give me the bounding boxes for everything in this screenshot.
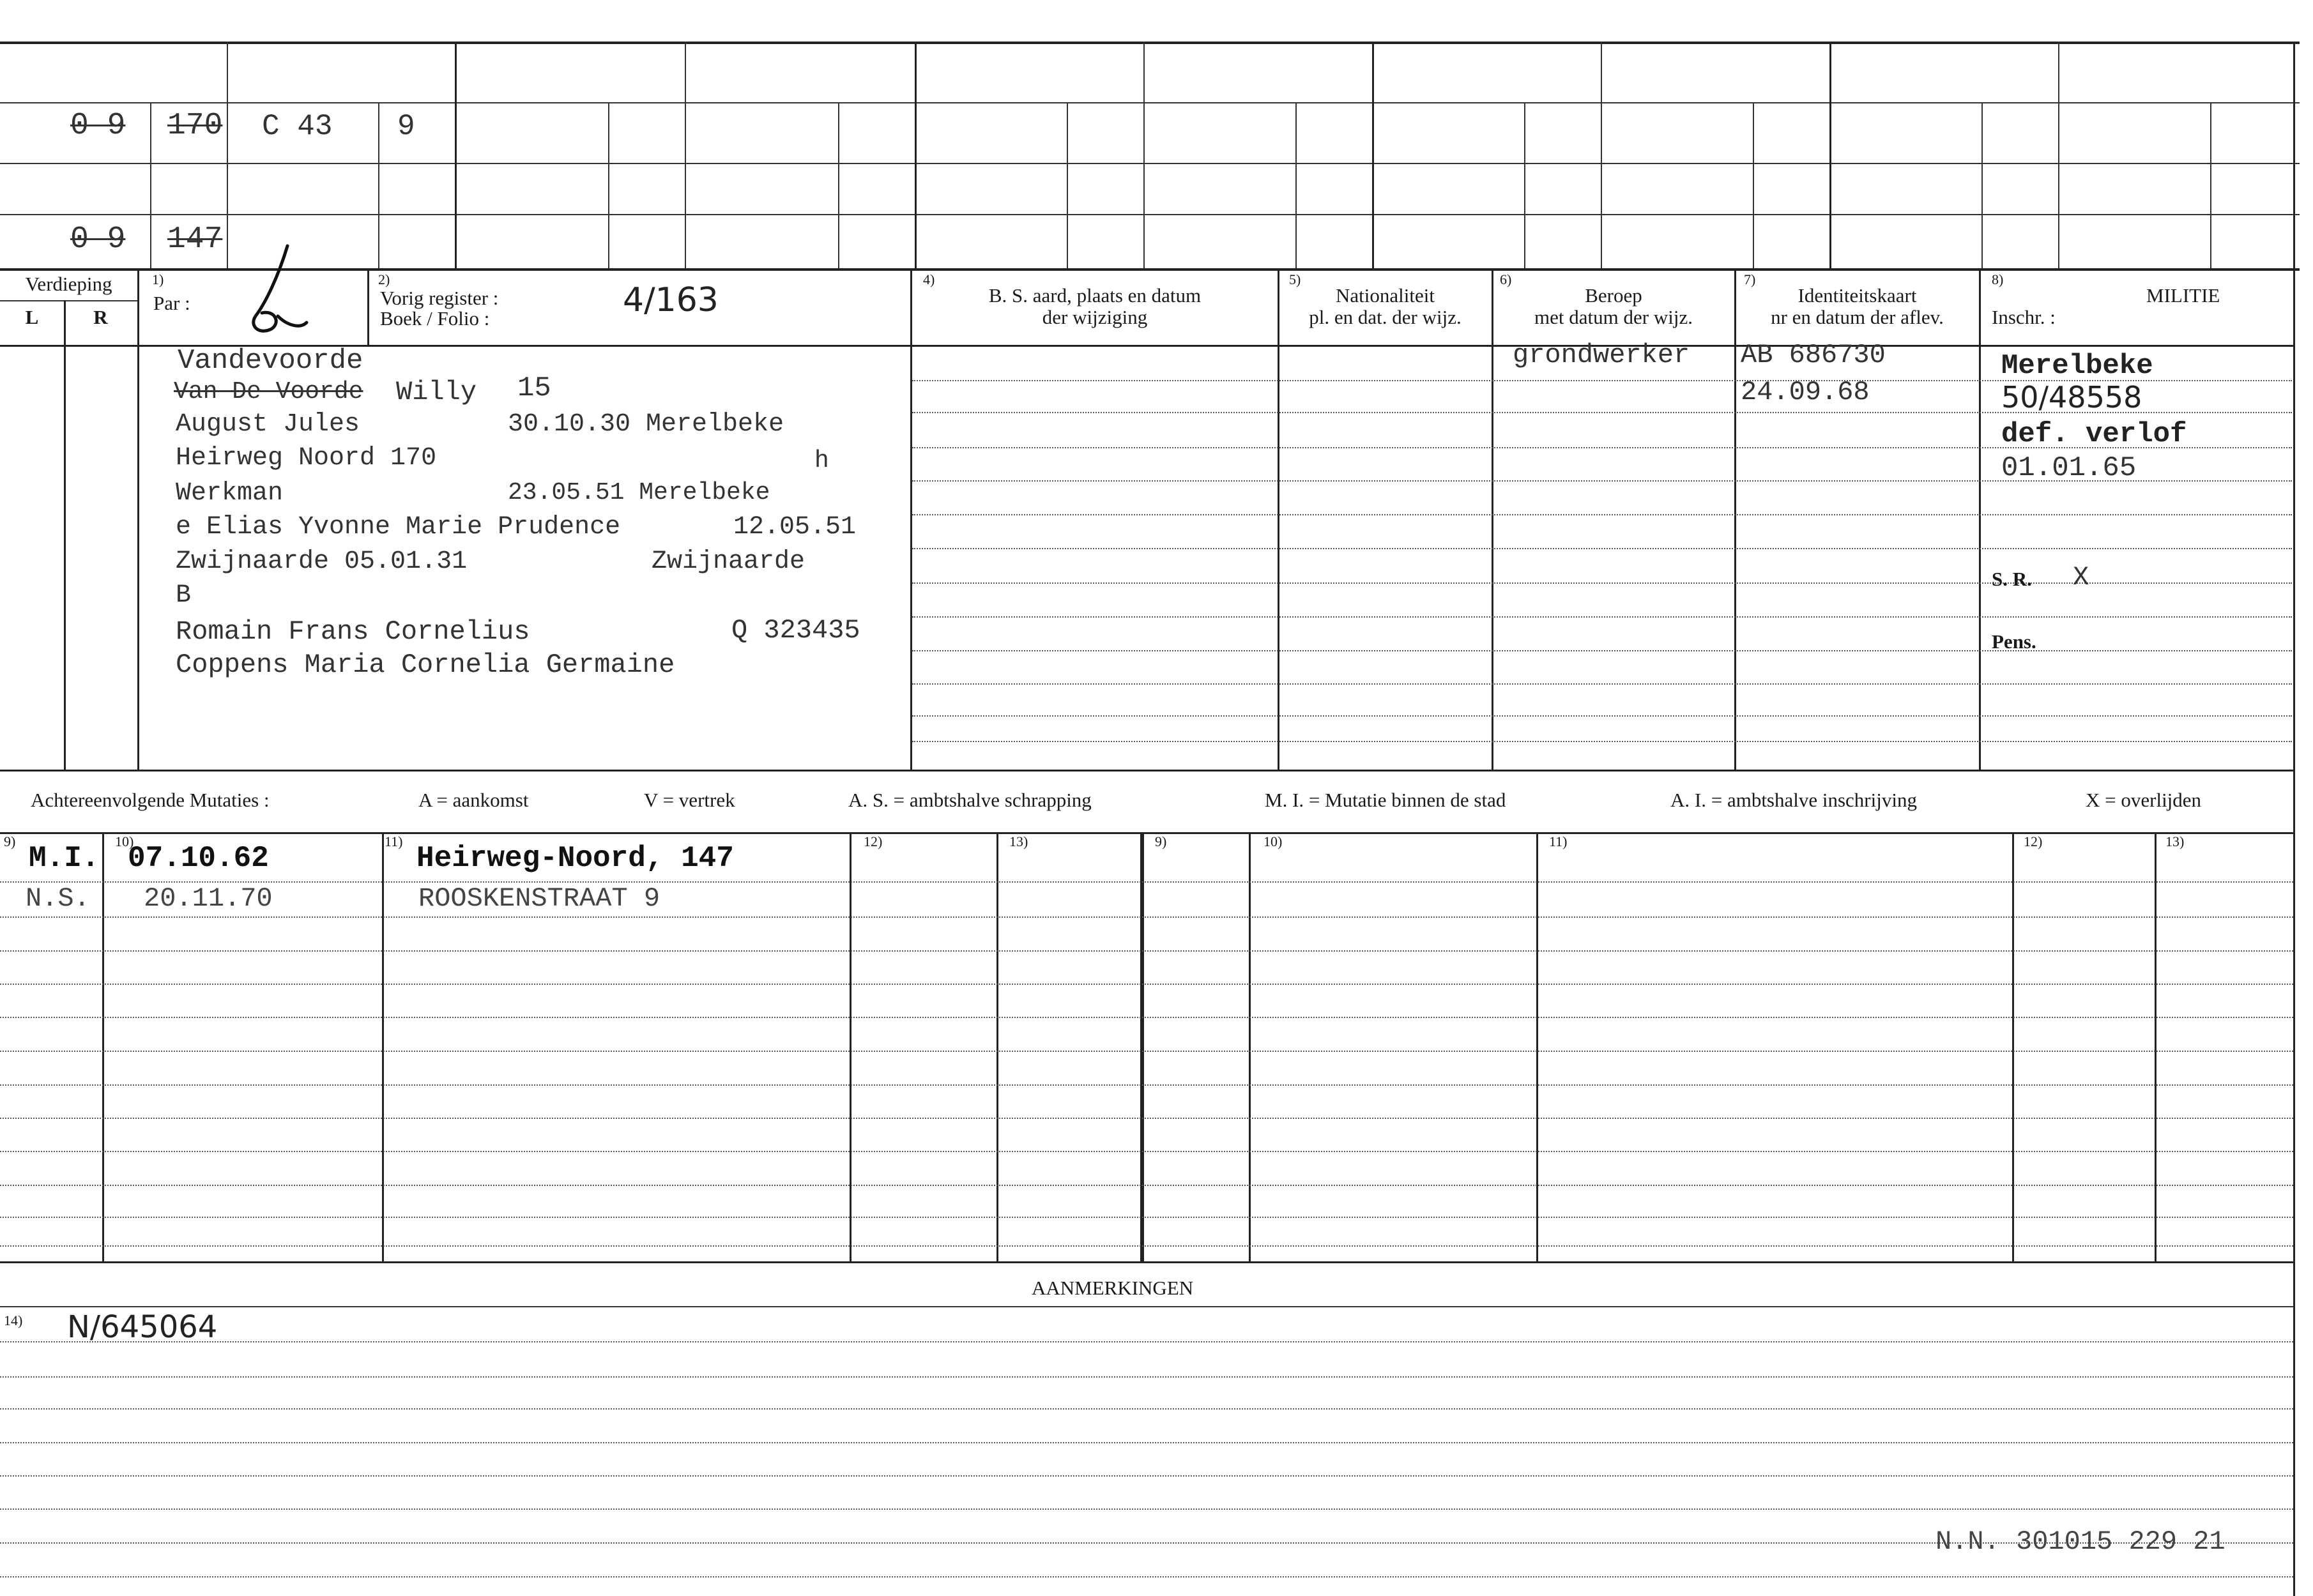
pens-label: Pens. xyxy=(1992,630,2036,653)
register-row1-code1: 0 9 xyxy=(70,109,126,143)
inschr-label: Inschr. : xyxy=(1992,306,2056,328)
par-label: Par : xyxy=(153,292,190,314)
person-middle-names: August Jules xyxy=(176,410,360,439)
register-row1-code4: 9 xyxy=(397,110,415,143)
militie-header: MILITIE xyxy=(2146,284,2220,307)
mut-header-9a: 9) xyxy=(4,833,16,849)
col6-number: 6) xyxy=(1500,271,1512,287)
nationality-header-line2: pl. en dat. der wijz. xyxy=(1309,306,1462,328)
verdieping-label: Verdieping xyxy=(25,273,112,295)
sr-value: X xyxy=(2073,562,2089,593)
mutation1-address: Heirweg-Noord, 147 xyxy=(416,842,734,875)
register-row2-code1: 0 9 xyxy=(70,222,126,257)
boek-folio-label: Boek / Folio : xyxy=(380,307,490,330)
militie-status: def. verlof xyxy=(2001,418,2187,450)
mut-header-13b: 13) xyxy=(2165,833,2185,849)
mother-name: Coppens Maria Cornelia Germaine xyxy=(176,650,675,680)
mut-header-12b: 12) xyxy=(2024,833,2043,849)
legend-overlijden: X = overlijden xyxy=(2086,789,2202,811)
vorig-register-label: Vorig register : xyxy=(380,287,499,309)
nationality-header-line1: Nationaliteit xyxy=(1336,284,1435,307)
vorig-register-value: 4/163 xyxy=(623,281,719,319)
remarks-number: 14) xyxy=(4,1312,23,1328)
mut-header-13a: 13) xyxy=(1009,833,1028,849)
beroep-header-line1: Beroep xyxy=(1585,284,1642,307)
mutation2-type: N.S. xyxy=(26,883,90,914)
father-ref: Q 323435 xyxy=(731,615,860,646)
register-row2-code2: 147 xyxy=(167,222,223,257)
person-first-name: Willy xyxy=(396,377,477,407)
person-profession: Werkman xyxy=(176,479,284,508)
mark-b: B xyxy=(176,581,192,610)
spouse-date: 12.05.51 xyxy=(733,513,857,542)
mut-header-12a: 12) xyxy=(864,833,883,849)
legend-mutatie-stad: M. I. = Mutatie binnen de stad xyxy=(1265,789,1506,811)
mut-header-9b: 9) xyxy=(1155,833,1167,849)
mutation1-date: 07.10.62 xyxy=(128,842,269,875)
col8-number: 8) xyxy=(1992,271,2004,287)
father-name: Romain Frans Cornelius xyxy=(176,616,530,647)
person-surname: Vandevoorde xyxy=(178,345,363,377)
militie-date: 01.01.65 xyxy=(2001,452,2137,484)
mutation1-type: M.I. xyxy=(29,842,100,875)
register-row1-code2: 170 xyxy=(167,109,223,143)
occupation-value: grondwerker xyxy=(1513,340,1690,370)
militie-place: Merelbeke xyxy=(2001,350,2153,382)
marriage-date: 23.05.51 Merelbeke xyxy=(508,479,770,506)
col5-number: 5) xyxy=(1289,271,1301,287)
register-row1-code3: C 43 xyxy=(262,110,333,143)
national-number: N.N. 301015 229 21 xyxy=(1935,1526,2225,1557)
legend-vertrek: V = vertrek xyxy=(644,789,735,811)
identity-number: AB 686730 xyxy=(1741,340,1886,370)
col2-number: 2) xyxy=(378,271,390,287)
sr-label: S. R. xyxy=(1992,568,2032,590)
bs-header-line1: B. S. aard, plaats en datum xyxy=(988,284,1202,307)
spouse-place: Zwijnaarde xyxy=(652,547,805,576)
legend-aankomst: A = aankomst xyxy=(418,789,529,811)
col4-number: 4) xyxy=(923,271,935,287)
mut-header-11a: 11) xyxy=(385,833,403,849)
mutation2-date: 20.11.70 xyxy=(144,883,273,914)
mut-header-10a: 10) xyxy=(115,833,134,849)
person-birth: 30.10.30 Merelbeke xyxy=(508,410,784,439)
par-signature-icon xyxy=(243,239,319,342)
floor-right-label: R xyxy=(93,306,108,328)
legend-title: Achtereenvolgende Mutaties : xyxy=(31,789,270,811)
col1-number: 1) xyxy=(152,271,164,287)
floor-left-label: L xyxy=(25,306,39,328)
spouse-birth: Zwijnaarde 05.01.31 xyxy=(176,547,468,576)
militie-number: 50/48558 xyxy=(2001,380,2142,414)
person-ref: 15 xyxy=(517,372,551,404)
legend-ambtshalve-schrapping: A. S. = ambtshalve schrapping xyxy=(848,789,1092,811)
mutation2-address: ROOSKENSTRAAT 9 xyxy=(418,883,660,914)
spouse-name: e Elias Yvonne Marie Prudence xyxy=(176,513,621,542)
remarks-value: N/645064 xyxy=(67,1309,218,1345)
remarks-title: AANMERKINGEN xyxy=(1032,1277,1194,1299)
person-address: Heirweg Noord 170 xyxy=(176,444,437,473)
identity-date: 24.09.68 xyxy=(1741,377,1870,407)
beroep-header-line2: met datum der wijz. xyxy=(1534,306,1693,328)
mut-header-10b: 10) xyxy=(1263,833,1283,849)
identity-header-line2: nr en datum der aflev. xyxy=(1771,306,1944,328)
identity-header-line1: Identiteitskaart xyxy=(1798,284,1917,307)
legend-ambtshalve-inschrijving: A. I. = ambtshalve inschrijving xyxy=(1670,789,1917,811)
person-struck-name: Van De Voorde xyxy=(174,378,363,406)
bs-header-line2: der wijziging xyxy=(1042,306,1148,328)
mut-header-11b: 11) xyxy=(1549,833,1568,849)
col7-number: 7) xyxy=(1744,271,1756,287)
mark-h: h xyxy=(814,447,829,475)
